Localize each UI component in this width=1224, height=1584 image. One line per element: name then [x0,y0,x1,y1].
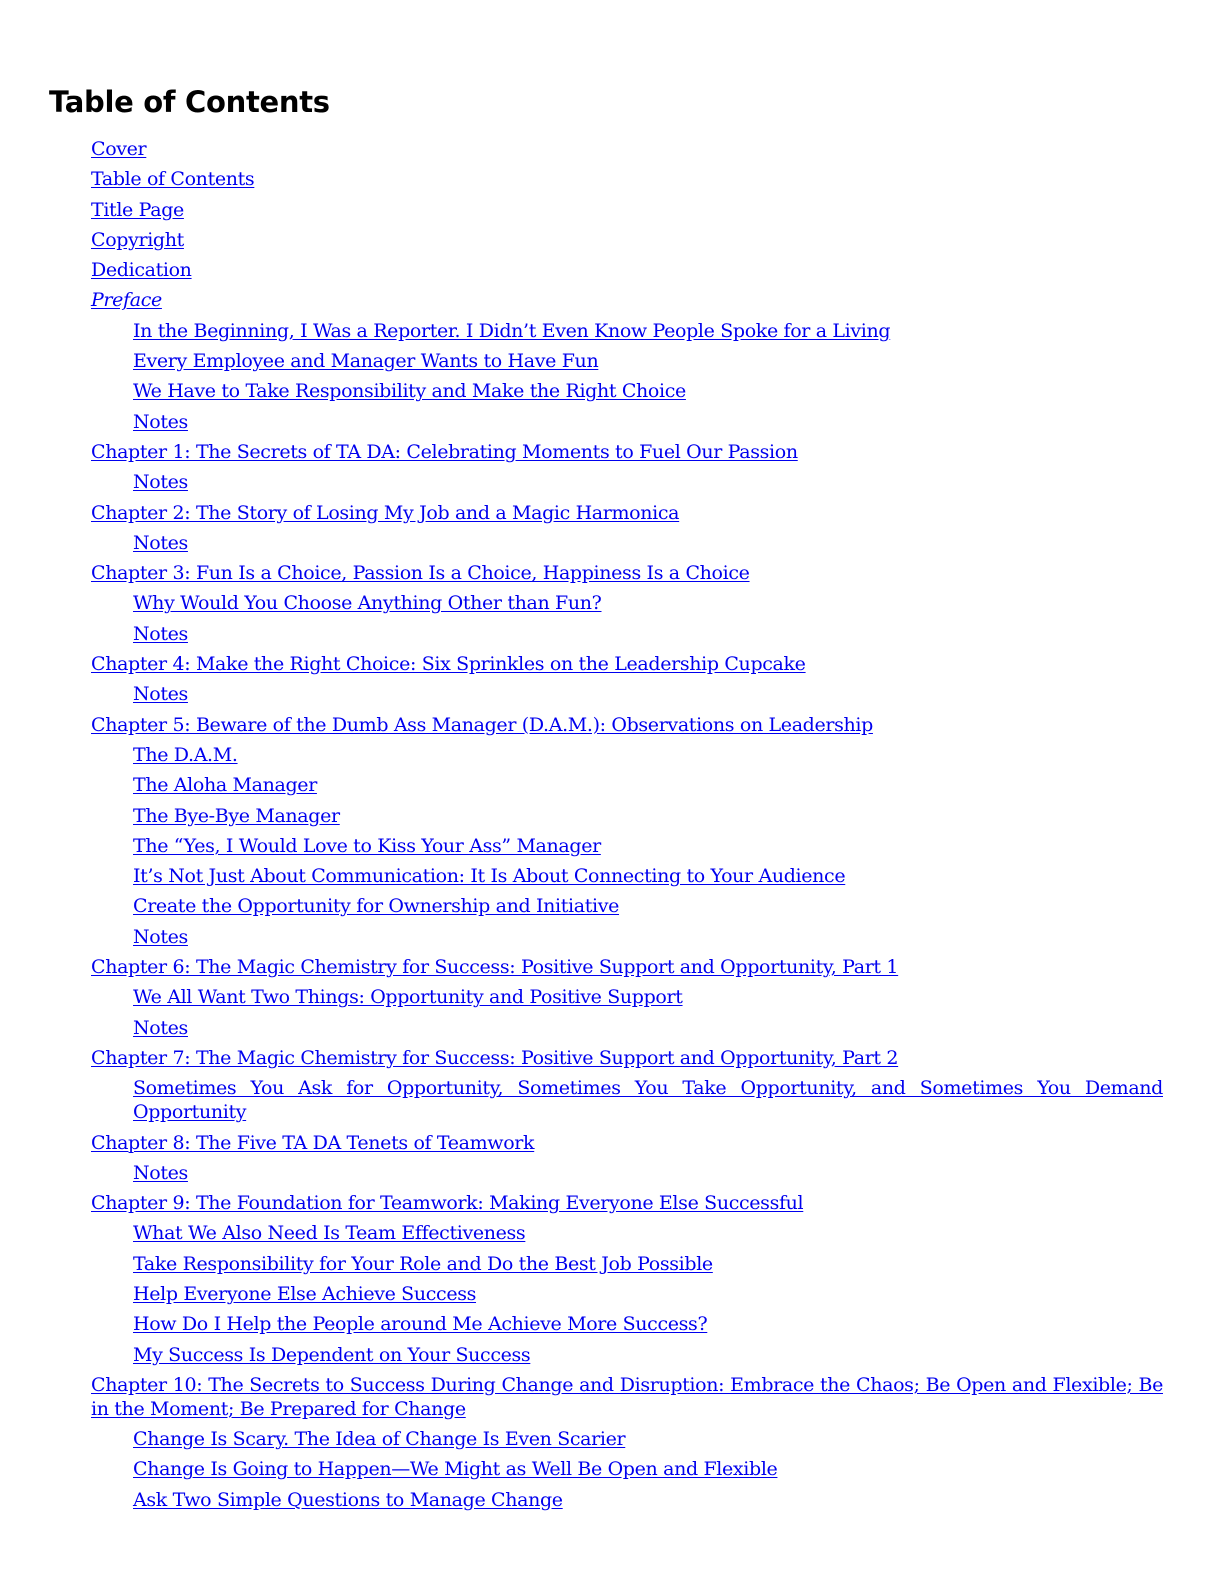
toc-entry [91,501,1163,525]
toc-section-link[interactable]: Chapter 9: The Foundation for Teamwork: Making Everyone Else Successful [91,1192,804,1215]
toc-subsection-link[interactable]: Notes [133,1161,188,1184]
toc-section-link[interactable]: Chapter 8: The Five TA DA Tenets of Teamwork [91,1131,535,1154]
toc-entry [133,1457,1163,1481]
toc-entry [91,258,1163,282]
toc-subsection-link[interactable]: Notes [133,531,188,554]
toc-entry [133,925,1163,949]
toc-entry [133,1252,1163,1276]
toc-entry [91,713,1163,737]
toc-section-link[interactable]: Title Page [91,198,184,221]
toc-entry [133,531,1163,555]
toc-entry [133,1488,1163,1512]
toc-subsection-link[interactable]: Sometimes You Ask for Opportunity, Sometimes You Take Opportunity, and Sometimes You Demand Opportunity [133,1077,1163,1124]
toc-entry [133,1221,1163,1245]
toc-entry [133,834,1163,858]
toc-entry [91,228,1163,252]
toc-entry [91,1046,1163,1070]
toc-subsection-link[interactable]: It’s Not Just About Communication: It Is About Connecting to Your Audience [133,865,846,888]
toc-section-link[interactable]: Chapter 3: Fun Is a Choice, Passion Is a Choice, Happiness Is a Choice [91,562,750,585]
toc-subsection-link[interactable]: My Success Is Dependent on Your Success [133,1343,531,1366]
table-of-contents-list [0,137,1224,1512]
toc-entry [133,1076,1163,1124]
toc-section-link[interactable]: Dedication [91,259,192,282]
toc-section-link[interactable]: Chapter 1: The Secrets of TA DA: Celebrating Moments to Fuel Our Passion [91,440,798,463]
toc-section-link[interactable]: Cover [91,138,147,160]
toc-entry [133,743,1163,767]
toc-section-link[interactable]: Preface [91,289,162,312]
toc-entry [133,773,1163,797]
toc-subsection-link[interactable]: The “Yes, I Would Love to Kiss Your Ass” Manager [133,834,601,857]
toc-subsection-link[interactable]: What We Also Need Is Team Effectiveness [133,1222,526,1245]
toc-entry [133,682,1163,706]
toc-section-link[interactable]: Chapter 7: The Magic Chemistry for Success: Positive Support and Opportunity, Part 2 [91,1046,899,1069]
toc-entry [133,985,1163,1009]
toc-subsection-link[interactable]: Change Is Going to Happen—We Might as Well Be Open and Flexible [133,1458,778,1481]
toc-entry [133,894,1163,918]
toc-entry [91,652,1163,676]
toc-entry [133,864,1163,888]
toc-section-link[interactable]: Chapter 5: Beware of the Dumb Ass Manager (D.A.M.): Observations on Leadership [91,713,873,736]
toc-entry [133,622,1163,646]
toc-subsection-link[interactable]: Notes [133,683,188,706]
toc-section-link[interactable]: Table of Contents [91,168,255,191]
toc-subsection-link[interactable]: Notes [133,1016,188,1039]
toc-subsection-link[interactable]: How Do I Help the People around Me Achieve More Success? [133,1313,708,1336]
toc-subsection-link[interactable]: We Have to Take Responsibility and Make the Right Choice [133,380,686,403]
toc-entry [133,470,1163,494]
toc-entry [133,379,1163,403]
toc-entry [91,1373,1163,1421]
toc-entry [91,561,1163,585]
toc-entry [133,1161,1163,1185]
toc-section-link[interactable]: Chapter 10: The Secrets to Success During Change and Disruption: Embrace the Chaos; Be Open and Flexible; Be in the Moment; Be Prepared for Change [91,1373,1163,1420]
toc-entry [133,1427,1163,1451]
toc-subsection-link[interactable]: Notes [133,925,188,948]
toc-entry [91,167,1163,191]
toc-entry [133,804,1163,828]
toc-section-link[interactable]: Chapter 2: The Story of Losing My Job and a Magic Harmonica [91,501,680,524]
toc-entry [91,1131,1163,1155]
toc-subsection-link[interactable]: Ask Two Simple Questions to Manage Change [133,1488,563,1511]
toc-subsection-link[interactable]: Every Employee and Manager Wants to Have Fun [133,350,599,373]
toc-entry [133,349,1163,373]
toc-subsection-link[interactable]: We All Want Two Things: Opportunity and Positive Support [133,986,683,1009]
toc-subsection-link[interactable]: In the Beginning, I Was a Reporter. I Didn’t Even Know People Spoke for a Living [133,319,891,342]
toc-subsection-link[interactable]: Take Responsibility for Your Role and Do the Best Job Possible [133,1252,713,1275]
toc-subsection-link[interactable]: Notes [133,471,188,494]
toc-subsection-link[interactable]: Why Would You Choose Anything Other than Fun? [133,592,602,615]
toc-section-link[interactable]: Chapter 6: The Magic Chemistry for Success: Positive Support and Opportunity, Part 1 [91,956,899,979]
toc-subsection-link[interactable]: Help Everyone Else Achieve Success [133,1282,477,1305]
toc-entry [91,1191,1163,1215]
toc-entry [133,319,1163,343]
toc-subsection-link[interactable]: The Bye-Bye Manager [133,804,340,827]
toc-section-link[interactable]: Copyright [91,228,184,251]
toc-entry [91,288,1163,312]
toc-subsection-link[interactable]: Notes [133,410,188,433]
toc-subsection-link[interactable]: Change Is Scary. The Idea of Change Is Even Scarier [133,1428,626,1451]
toc-entry [133,1312,1163,1336]
toc-entry [133,1016,1163,1040]
page-title: Table of Contents [49,85,330,119]
toc-entry [133,1282,1163,1306]
toc-entry [91,198,1163,222]
toc-entry [133,410,1163,434]
toc-entry [133,591,1163,615]
toc-subsection-link[interactable]: Notes [133,622,188,645]
toc-entry [91,955,1163,979]
toc-entry [91,137,1163,161]
toc-subsection-link[interactable]: The Aloha Manager [133,774,317,797]
toc-subsection-link[interactable]: The D.A.M. [133,743,238,766]
toc-entry [133,1343,1163,1367]
toc-section-link[interactable]: Chapter 4: Make the Right Choice: Six Sprinkles on the Leadership Cupcake [91,653,806,676]
toc-entry [91,440,1163,464]
toc-subsection-link[interactable]: Create the Opportunity for Ownership and Initiative [133,895,620,918]
